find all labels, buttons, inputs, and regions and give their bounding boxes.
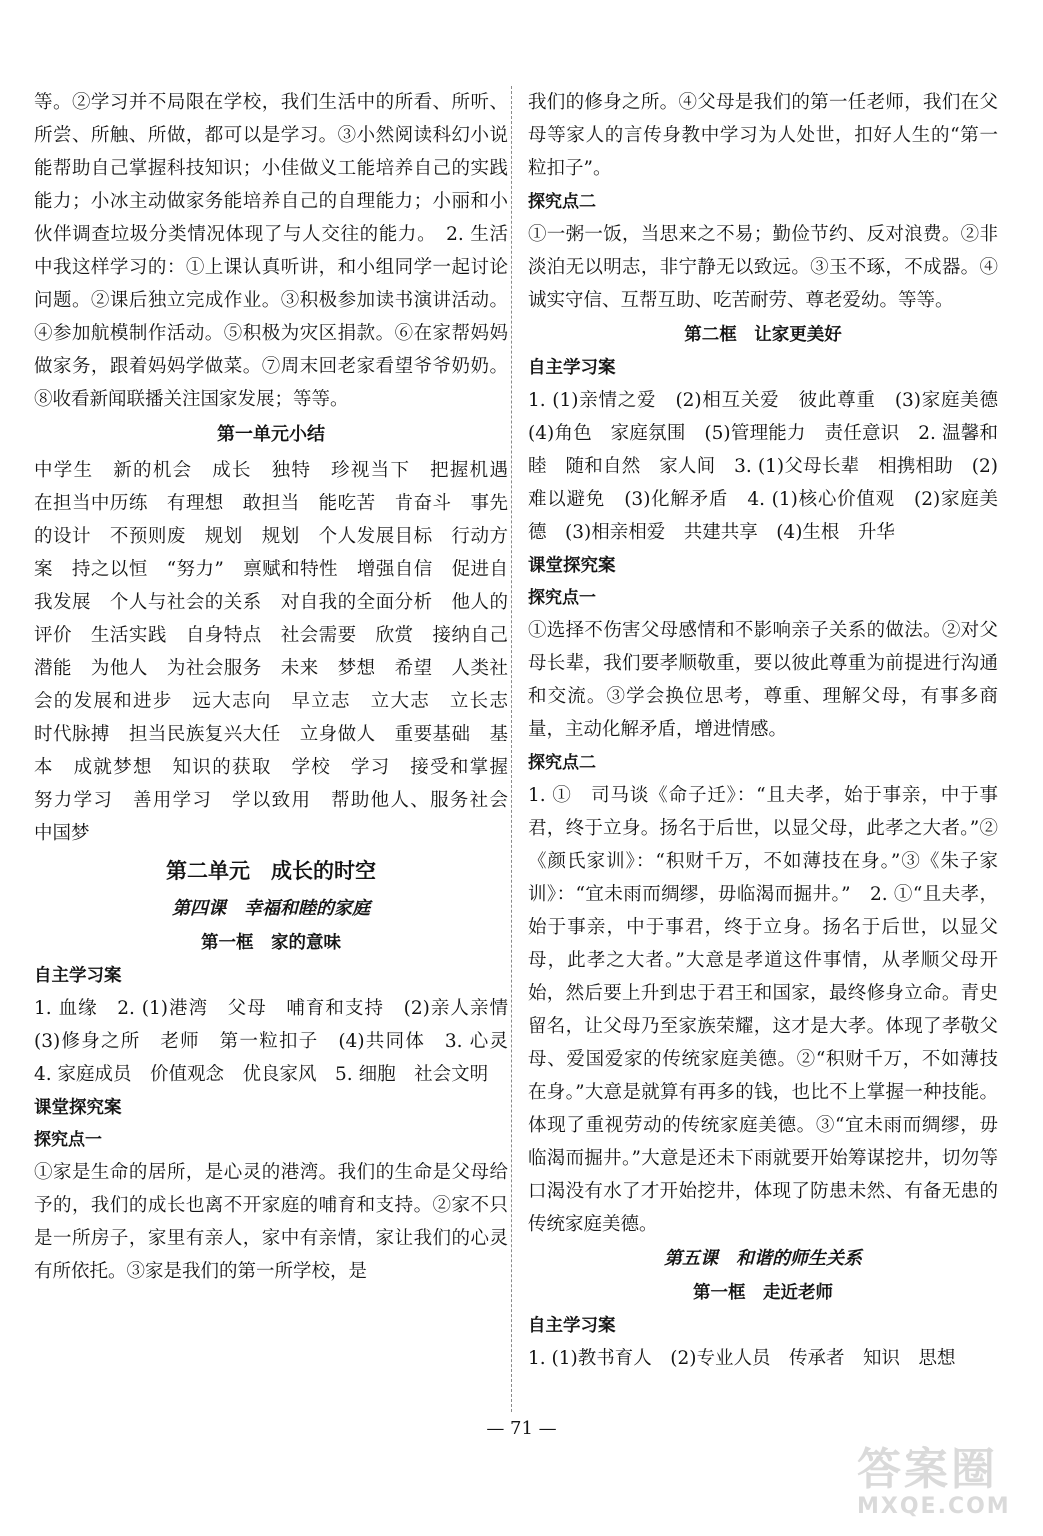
frame-two-title: 第二框 让家更美好 (684, 325, 842, 345)
inquiry-point-two-text: ①一粥一饭，当思来之不易；勤俭节约、反对浪费。②非淡泊无以明志，非宁静无以致远。③玉不琢，不成器。④诚实守信、互帮互助、吃苦耐劳、尊老爱幼。等等。 (528, 224, 998, 311)
frame-three-title: 第一框 走近老师 (693, 1283, 833, 1303)
inquiry-point-one-text: ①家是生命的居所，是心灵的港湾。我们的生命是父母给予的，我们的成长也离不开家庭的哺育和支持。②家不只是一所房子，家里有亲人，家中有亲情，家让我们的心灵有所依托。③家是我们的第一所学校，是 (34, 1162, 508, 1282)
right-column (528, 86, 1017, 1376)
unit-two-title: 第二单元 成长的时空 (166, 858, 376, 883)
lesson-five-title: 第五课 和谐的师生关系 (664, 1248, 862, 1269)
self-study-answers-3: 1. (1)教书育人 (2)专业人员 传承者 知识 思想 (528, 1348, 956, 1369)
left-paragraph-1: 等。②学习并不局限在学校，我们生活中的所看、所听、所尝、所触、所做，都可以是学习。③小然阅读科幻小说能帮助自己掌握科技知识；小佳做义工能培养自己的实践能力；小冰主动做家务能培养自己的自理能力；小丽和小伙伴调查垃圾分类情况体现了与人交往的能力。 2. 生活中我这样学习的：①上课认真听讲，和小组同学一起讨论问题。②课后独立完成作业。③积极参加读书演讲活动。④参加航模制作活动。⑤积极为灾区捐款。⑥在家帮妈妈做家务，跟着妈妈学做菜。⑦周末回老家看望爷爷奶奶。⑧收看新闻联播关注国家发展；等等。 (34, 92, 508, 410)
page-number: — 71 — (486, 1418, 557, 1439)
inquiry-point-two-text-2: 1. ① 司马谈《命子迁》：“且夫孝，始于事亲，中于事君，终于立身。扬名于后世，以显父母，此孝之大者。”②《颜氏家训》：“积财千万，不如薄技在身。”③《朱子家训》：“宜未雨而绸缪，毋临渴而掘井。” 2. ①“且夫孝，始于事亲，中于事君，终于立身。扬名于后世，以显父母，此孝之大者。”大意是孝道这件事情，从孝顺父母开始，然后要上升到忠于君王和国家，最终修身立命。青史留名，让父母乃至家族荣耀，这才是大孝。体现了孝敬父母、爱国爱家的传统家庭美德。②“积财千万，不如薄技在身。”大意是就算有再多的钱，也比不上掌握一种技能。体现了重视劳动的传统家庭美德。③“宜未雨而绸缪，毋临渴而掘井。”大意是还未下雨就要开始筹谋挖井，切勿等口渴没有水了才开始挖井，体现了防患未然、有备无患的传统家庭美德。 (528, 785, 998, 1235)
self-study-heading-2: 自主学习案 (528, 358, 616, 378)
inquiry-point-one-text-2: ①选择不伤害父母感情和不影响亲子关系的做法。②对父母长辈，我们要孝顺敬重，要以彼此尊重为前提进行沟通和交流。③学会换位思考，尊重、理解父母，有事多商量，主动化解矛盾，增进情感。 (528, 620, 998, 740)
self-study-heading-3: 自主学习案 (528, 1316, 616, 1336)
unit-one-summary-text: 中学生 新的机会 成长 独特 珍视当下 把握机遇 在担当中历练 有理想 敢担当 能吃苦 肯奋斗 事先的设计 不预则废 规划 规划 个人发展目标 行动方案 持之以恒 “努力” 禀赋和特性 增强自信 促进自我发展 个人与社会的关系 对自我的全面分析 他人的评价 生活实践 自身特点 社会需要 欣赏 接纳自己 潜能 为他人 为社会服务 未来 梦想 希望 人类社会的发展和进步 远大志向 早立志 立大志 立长志 时代脉搏 担当民族复兴大任 立身做人 重要基础 基本 成就梦想 知识的获取 学校 学习 接受和掌握 努力学习 善用学习 学以致用 帮助他人、服务社会 中国梦 (34, 460, 527, 844)
self-study-answers: 1. 血缘 2. (1)港湾 父母 哺育和支持 (2)亲人亲情 (3)修身之所 老师 第一粒扣子 (4)共同体 3. 心灵 4. 家庭成员 价值观念 优良家风 5. 细胞 社会文明 (34, 998, 527, 1085)
inquiry-point-one-heading-2: 探究点一 (528, 588, 596, 608)
class-case-heading: 课堂探究案 (34, 1098, 122, 1118)
right-paragraph-1: 我们的修身之所。④父母是我们的第一任老师，我们在父母等家人的言传身教中学习为人处世，扣好人生的“第一粒扣子”。 (528, 92, 998, 179)
watermark-logo (857, 1446, 1027, 1528)
inquiry-point-two-heading-2: 探究点二 (528, 753, 596, 773)
watermark-text: 答案圈 (857, 1444, 998, 1495)
inquiry-point-one-heading: 探究点一 (34, 1130, 102, 1150)
column-divider (511, 86, 512, 1412)
watermark-url: MXQE.COM (857, 1494, 1011, 1519)
self-study-answers-2: 1. (1)亲情之爱 (2)相互关爱 彼此尊重 (3)家庭美德 (4)角色 家庭氛围 (5)管理能力 责任意识 2. 温馨和睦 随和自然 家人间 3. (1)父母长辈 相携相助 (2)难以避免 (3)化解矛盾 4. (1)核心价值观 (2)家庭美德 (3)相亲相爱 共建共享 (4)生根 升华 (528, 390, 1017, 543)
lesson-four-title: 第四课 幸福和睦的家庭 (172, 898, 370, 919)
inquiry-point-two-heading: 探究点二 (528, 192, 596, 212)
frame-one-title: 第一框 家的意味 (201, 933, 341, 953)
self-study-heading: 自主学习案 (34, 966, 122, 986)
left-column (34, 86, 527, 1289)
unit-one-summary-title: 第一单元小结 (217, 424, 325, 445)
class-case-heading-2: 课堂探究案 (528, 556, 616, 576)
